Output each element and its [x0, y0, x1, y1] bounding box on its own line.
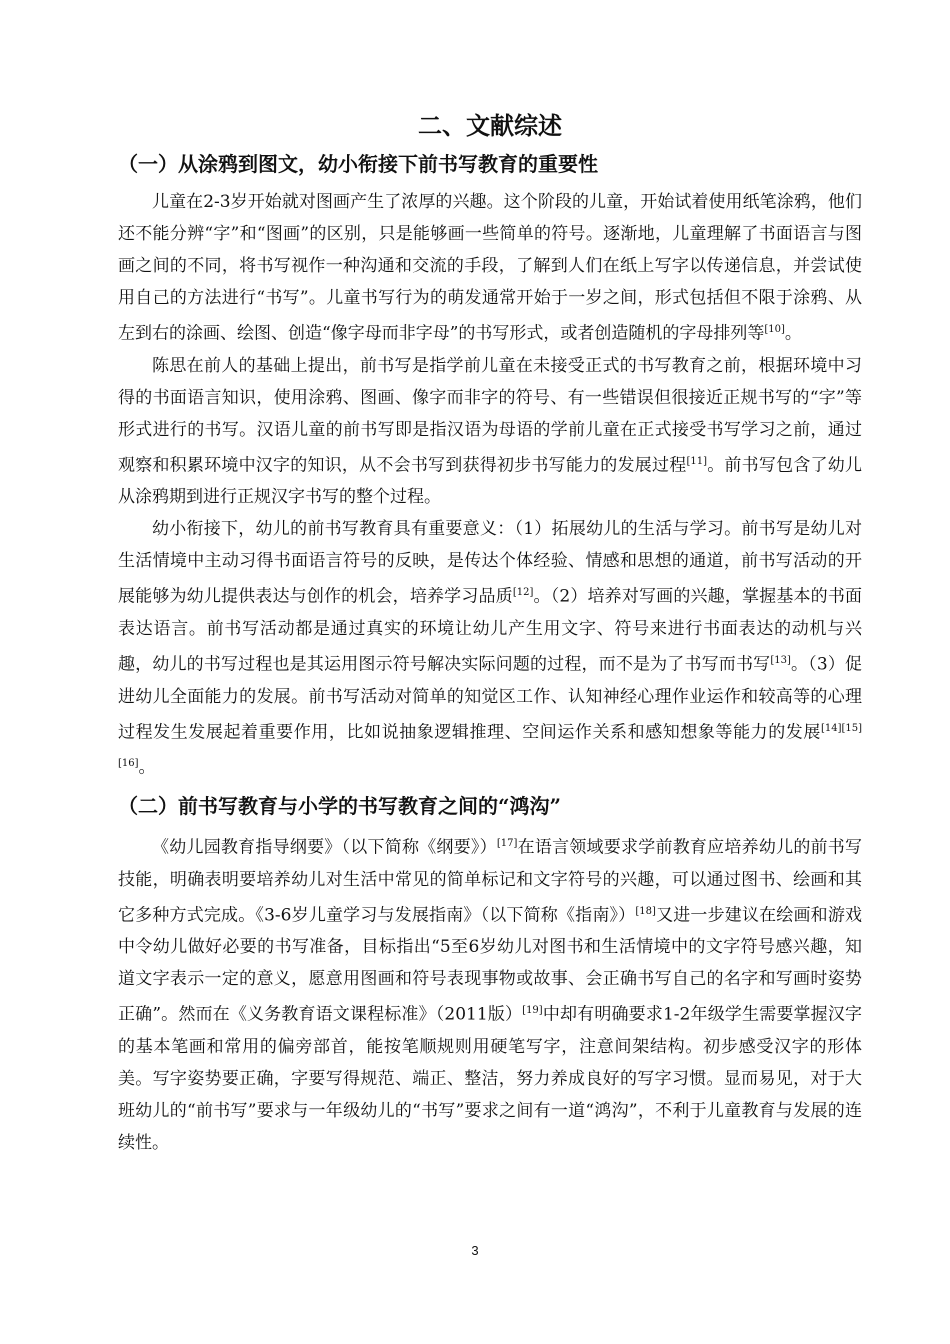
page-number: 3 [471, 1243, 479, 1258]
citation-marker: [18] [635, 905, 656, 917]
citation-marker: [15] [841, 722, 862, 734]
citation-marker: [17] [496, 837, 518, 849]
section-2-title: （二）前书写教育与小学的书写教育之间的“鸿沟” [118, 793, 562, 818]
citation-marker: [11] [686, 455, 707, 467]
section-1-title: （一）从涂鸦到图文，幼小衔接下前书写教育的重要性 [118, 152, 598, 176]
chapter-heading: 二、文献综述 [418, 111, 562, 140]
section-1-paragraph-1: 儿童在2-3岁开始就对图画产生了浓厚的兴趣。这个阶段的儿童，开始试着使用纸笔涂鸦，他们还不能分辨“字”和“图画”的区别，只是能够画一些简单的符号。逐渐地，儿童理解了书面语言与图画之间的不同，将书写视作一种沟通和交流的手段，了解到人们在纸上写字以传递信息，并尝试使用自己的方法进行“书写”。儿童书写行为的萌发通常开始于一岁之间，形式包括但不限于涂鸦、从左到右的涂画、绘图、创造“像字母而非字母”的书写形式，或者创造随机的字母排列等[10]。 [118, 192, 862, 344]
citation-marker: [12] [512, 587, 534, 599]
citation-marker: [14] [820, 722, 842, 734]
page-content [118, 108, 862, 1159]
citation-marker: [16] [118, 758, 139, 770]
section-1-paragraph-3: 幼小衔接下，幼儿的前书写教育具有重要意义：（1）拓展幼儿的生活与学习。前书写是幼儿对生活情境中主动习得书面语言符号的反映，是传达个体经验、情感和思想的通道，前书写活动的开展能够为幼儿提供表达与创作的机会，培养学习品质[12]。（2）培养对写画的兴趣，掌握基本的书面表达语言。前书写活动都是通过真实的环境让幼儿产生用文字、符号来进行书面表达的动机与兴趣，幼儿的书写过程也是其运用图示符号解决实际问题的过程，而不是为了书写而书写[13]。（3）促进幼儿全面能力的发展。前书写活动对简单的知觉区工作、认知神经心理作业运作和较高等的心理过程发生发展起着重要作用，比如说抽象逻辑推理、空间运作关系和感知想象等能力的发展[14][15][16]。 [118, 519, 862, 778]
section-1-paragraph-2: 陈思在前人的基础上提出，前书写是指学前儿童在未接受正式的书写教育之前，根据环境中习得的书面语言知识，使用涂鸦、图画、像字而非字的符号、有一些错误但很接近正规书写的“字”等形式进行的书写。汉语儿童的前书写即是指汉语为母语的学前儿童在正式接受书写学习之前，通过观察和积累环境中汉字的知识，从不会书写到获得初步书写能力的发展过程[11]。前书写包含了幼儿从涂鸦期到进行正规汉字书写的整个过程。 [118, 355, 863, 508]
citation-marker: [13] [770, 654, 791, 666]
section-2-paragraph-1: 《幼儿园教育指导纲要》（以下简称《纲要》）[17]在语言领域要求学前教育应培养幼儿的前书写技能，明确表明要培养幼儿对生活中常见的简单标记和文字符号的兴趣，可以通过图书、绘画和其它多种方式完成。《3-6岁儿童学习与发展指南》（以下简称《指南》）[18]又进一步建议在绘画和游戏中令幼儿做好必要的书写准备，目标指出“5至6岁幼儿对图书和生活情境中的文字符号感兴趣，知道文字表示一定的意义，愿意用图画和符号表现事物或故事、会正确书写自己的名字和写画时姿势正确”。然而在《义务教育语文课程标准》（2011版）[19]中却有明确要求1-2年级学生需要掌握汉字的基本笔画和常用的偏旁部首，能按笔顺规则用硬笔写字，注意间架结构。初步感受汉字的形体美。写字姿势要正确，字要写得规范、端正、整洁，努力养成良好的写字习惯。显而易见，对于大班幼儿的“前书写”要求与一年级幼儿的“书写”要求之间有一道“鸿沟”，不利于儿童教育与发展的连续性。 [118, 837, 863, 1153]
citation-marker: [10] [764, 324, 785, 335]
citation-marker: [19] [522, 1005, 543, 1017]
